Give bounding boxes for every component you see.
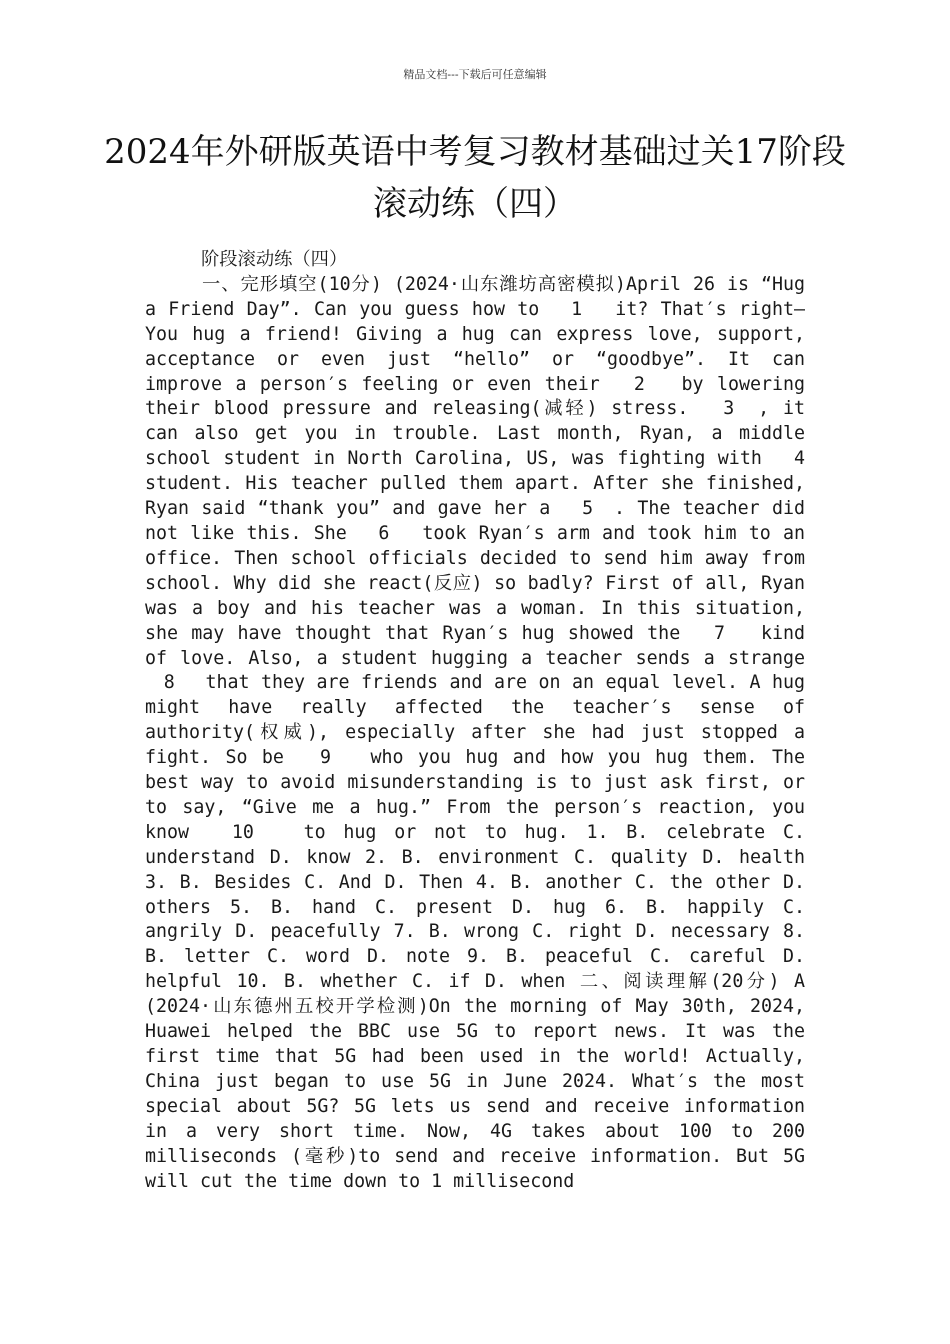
document-title: 2024年外研版英语中考复习教材基础过关17阶段滚动练（四）	[104, 132, 846, 224]
document-body	[145, 248, 835, 1194]
page-header-note: 精品文档---下载后可任意编辑	[403, 68, 547, 81]
section-label: 阶段滚动练（四）	[201, 249, 348, 270]
body-paragraph: 一、完形填空(10分) (2024·山东潍坊高密模拟)April 26 is “Hug a Friend Day”. Can you guess how to 1 it? That′s right—You hug a friend! Giving a hug can express love, support, acceptance or even just “hello” or “goodbye”. It can improve a person′s feeling or even their 2 by lowering their blood pressure and releasing(减轻) stress. 3 , it can also get you in trouble. Last month, Ryan, a middle school student in North Carolina, US, was fighting with 4 student. His teacher pulled them apart. After she finished, Ryan said “thank you” and gave her a 5 . The teacher did not like this. She 6 took Ryan′s arm and took him to an office. Then school officials decided to send him away from school. Why did she react(反应) so badly? First of all, Ryan was a boy and his teacher was a woman. In this situation, she may have thought that Ryan′s hug showed the 7 kind of love. Also, a student hugging a teacher sends a strange 8 that they are friends and are on an equal level. A hug might have really affected the teacher′s sense of authority(权威), especially after she had just stopped a fight. So be 9 who you hug and how you hug them. The best way to avoid misunderstanding is to just ask first, or to say, “Give me a hug.” From the person′s reaction, you know 10 to hug or not to hug. 1. B. celebrate C. understand D. know 2. B. environment C. quality D. health 3. B. Besides C. And D. Then 4. B. another C. the other D. others 5. B. hand C. present D. hug 6. B. happily C. angrily D. peacefully 7. B. wrong C. right D. necessary 8. B. letter C. word D. note 9. B. peaceful C. careful D. helpful 10. B. whether C. if D. when 二、阅读理解(20分) A (2024·山东德州五校开学检测)On the morning of May 30th, 2024, Huawei helped the BBC use 5G to report news. It was the first time that 5G had been used in the world! Actually, China just began to use 5G in June 2024. What′s the most special about 5G? 5G lets us send and receive information in a very short time. Now, 4G takes about 100 to 200 milliseconds (毫秒)to send and receive information. But 5G will cut the time down to 1 millisecond	[145, 273, 835, 1192]
